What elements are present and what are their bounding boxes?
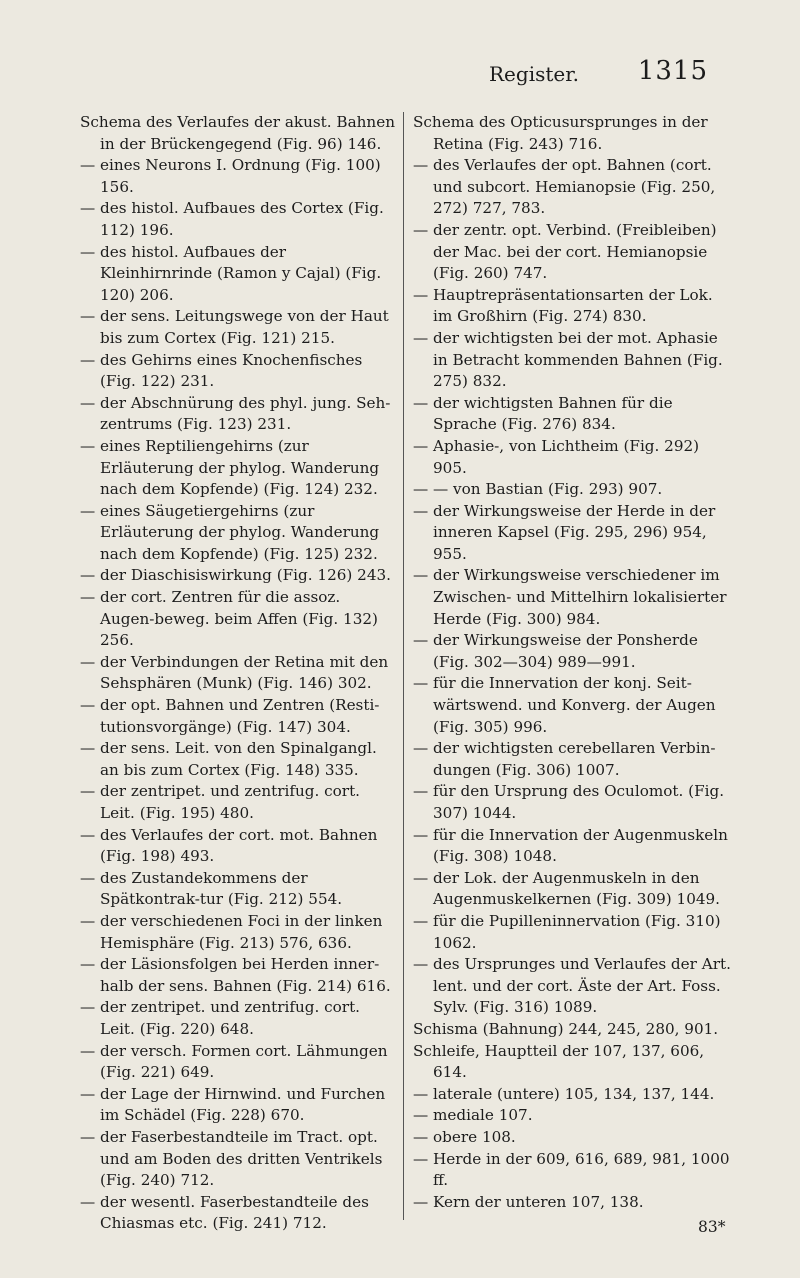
index-entry: — des Ursprunges und Verlaufes der Art. lent. und der cort. Äste der Art. Foss. Sylv. (Fig. 316) 1089. — [413, 955, 731, 1017]
index-entry: — der Wirkungsweise der Ponsherde (Fig. 302—304) 989—991. — [413, 631, 698, 671]
index-entry: — eines Reptiliengehirns (zur Erläuterung der phylog. Wanderung nach dem Kopfende) (Fig. 124) 232. — [80, 436, 380, 499]
page-header — [0, 56, 800, 92]
index-entry: — obere 108. — [413, 1127, 516, 1146]
index-entry: — der Wirkungsweise der Herde in der inneren Kapsel (Fig. 295, 296) 954, 955. — [413, 501, 716, 563]
index-entry: — für die Pupilleninnervation (Fig. 310) 1062. — [413, 911, 721, 952]
index-entry: — Hauptrepräsentationsarten der Lok. im Großhirn (Fig. 274) 830. — [413, 285, 713, 326]
index-entry: — des Gehirns eines Knochenfisches (Fig. 122) 231. — [80, 350, 363, 391]
signature-mark: 83* — [698, 1218, 726, 1236]
index-entry: — des Verlaufes der opt. Bahnen (cort. und subcort. Hemianopsie (Fig. 250, 272) 727, 783. — [413, 156, 716, 218]
index-entry: — der opt. Bahnen und Zentren (Resti-tutionsvorgänge) (Fig. 147) 304. — [80, 696, 380, 736]
index-entry: — des Verlaufes der cort. mot. Bahnen (Fig. 198) 493. — [80, 825, 378, 866]
index-entry: — der zentripet. und zentrifug. cort. Leit. (Fig. 195) 480. — [80, 782, 360, 822]
index-entry: — der wichtigsten bei der mot. Aphasie in Betracht kommenden Bahnen (Fig. 275) 832. — [413, 328, 723, 391]
index-entry: — der Diaschisiswirkung (Fig. 126) 243. — [80, 566, 391, 585]
index-entry: — eines Säugetiergehirns (zur Erläuterung der phylog. Wanderung nach dem Kopfende) (Fig. 125) 232. — [80, 501, 380, 563]
index-entry: — der wesentl. Faserbestandteile des Chiasmas etc. (Fig. 241) 712. — [80, 1192, 369, 1233]
index-entry: — der Läsionsfolgen bei Herden inner-halb der sens. Bahnen (Fig. 214) 616. — [80, 955, 391, 995]
index-entry: Schleife, Hauptteil der 107, 137, 606, 614. — [413, 1041, 705, 1082]
left-index-column — [80, 112, 398, 1235]
index-entry: — der cort. Zentren für die assoz. Augen-beweg. beim Affen (Fig. 132) 256. — [80, 588, 378, 650]
index-entry: — der zentripet. und zentrifug. cort. Leit. (Fig. 220) 648. — [80, 998, 360, 1038]
index-entry: — der wichtigsten cerebellaren Verbin-dungen (Fig. 306) 1007. — [413, 739, 716, 779]
index-entry: Schema des Opticusursprunges in der Retina (Fig. 243) 716. — [413, 113, 708, 153]
page-number: 1315 — [637, 56, 708, 86]
index-entry: — des histol. Aufbaues der Kleinhirnrinde (Ramon y Cajal) (Fig. 120) 206. — [80, 242, 382, 304]
index-entry: — für die Innervation der konj. Seit-wärtswend. und Konverg. der Augen (Fig. 305) 996. — [413, 674, 716, 736]
index-entry: — der zentr. opt. Verbind. (Freibleiben) der Mac. bei der cort. Hemianopsie (Fig. 260) 747. — [413, 220, 717, 283]
index-entry: — für den Ursprung des Oculomot. (Fig. 307) 1044. — [413, 782, 725, 822]
column-divider — [403, 112, 404, 1220]
index-entry: — der sens. Leit. von den Spinalgangl. an bis zum Cortex (Fig. 148) 335. — [80, 739, 377, 779]
index-entry: — der Abschnürung des phyl. jung. Seh-zentrums (Fig. 123) 231. — [80, 393, 391, 434]
index-entry: Schema des Verlaufes der akust. Bahnen in der Brückengegend (Fig. 96) 146. — [80, 113, 395, 153]
index-entry: — — von Bastian (Fig. 293) 907. — [413, 480, 663, 499]
index-entry: — der verschiedenen Foci in der linken Hemisphäre (Fig. 213) 576, 636. — [80, 911, 383, 952]
index-entry: — der wichtigsten Bahnen für die Sprache (Fig. 276) 834. — [413, 393, 673, 434]
index-entry: — Aphasie-, von Lichtheim (Fig. 292) 905. — [413, 436, 700, 477]
index-entry: — des histol. Aufbaues des Cortex (Fig. 112) 196. — [80, 199, 384, 239]
index-entry: — eines Neurons I. Ordnung (Fig. 100) 156. — [80, 156, 381, 196]
index-entry: — der versch. Formen cort. Lähmungen (Fig. 221) 649. — [80, 1041, 388, 1082]
index-entry: — der Verbindungen der Retina mit den Sehsphären (Munk) (Fig. 146) 302. — [80, 652, 389, 693]
index-entry: — der sens. Leitungswege von der Haut bis zum Cortex (Fig. 121) 215. — [80, 307, 389, 347]
index-entry: — mediale 107. — [413, 1106, 533, 1125]
index-entry: — für die Innervation der Augenmuskeln (Fig. 308) 1048. — [413, 825, 728, 866]
index-entry: — der Lok. der Augenmuskeln in den Augenmuskelkernen (Fig. 309) 1049. — [413, 868, 721, 909]
index-entry: — laterale (untere) 105, 134, 137, 144. — [413, 1084, 715, 1103]
index-entry: — Kern der unteren 107, 138. — [413, 1192, 644, 1211]
running-head: Register. — [489, 62, 579, 86]
right-index-column — [413, 112, 733, 1213]
index-entry: Schisma (Bahnung) 244, 245, 280, 901. — [413, 1019, 719, 1038]
index-entry: — Herde in der 609, 616, 689, 981, 1000 ff. — [413, 1149, 730, 1190]
index-entry: — der Lage der Hirnwind. und Furchen im Schädel (Fig. 228) 670. — [80, 1084, 386, 1125]
index-entry: — der Faserbestandteile im Tract. opt. und am Boden des dritten Ventrikels (Fig. 240) 712. — [80, 1127, 383, 1190]
index-entry: — des Zustandekommens der Spätkontrak-tur (Fig. 212) 554. — [80, 868, 343, 909]
index-entry: — der Wirkungsweise verschiedener im Zwischen- und Mittelhirn lokalisierter Herde (Fig. 300) 984. — [413, 566, 727, 628]
